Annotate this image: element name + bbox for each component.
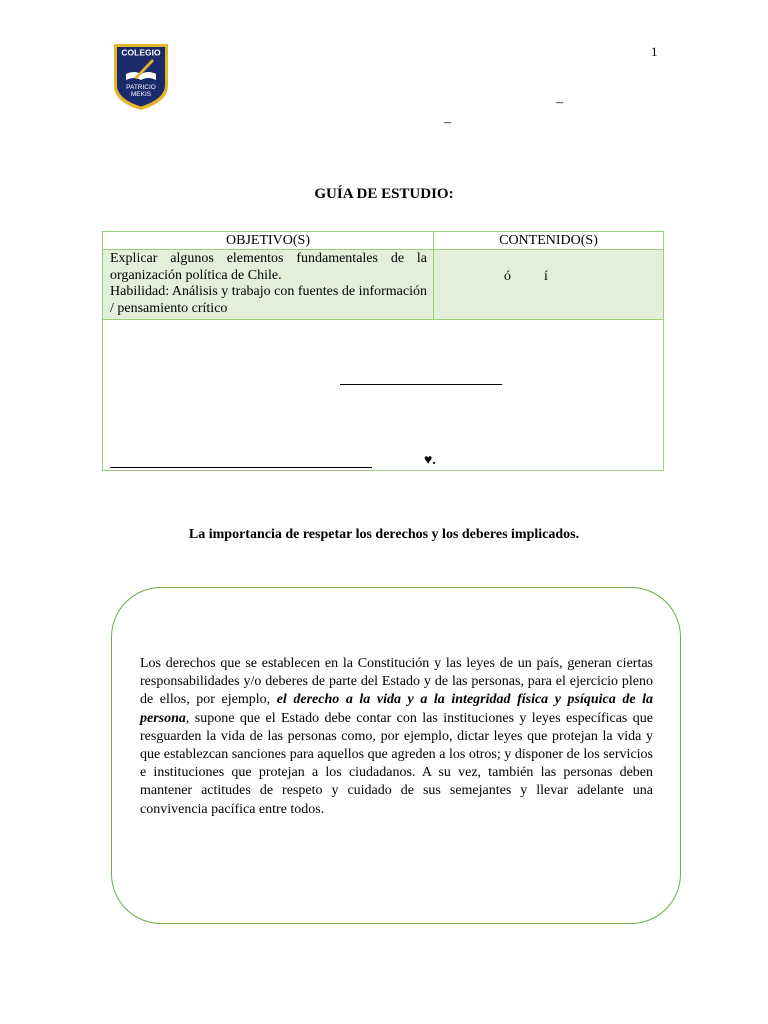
page-number: 1 xyxy=(651,44,658,59)
skill-text: Habilidad: Análisis y trabajo con fuentes de información / pensamiento crítico xyxy=(110,284,427,316)
guide-title: GUÍA DE ESTUDIO: xyxy=(314,186,454,202)
paragraph-emphasis: el derecho a la vida y a la integridad física y psíquica de la persona xyxy=(140,692,654,726)
instructions-cell xyxy=(103,320,663,470)
section-heading: La importancia de respetar los derechos y los deberes implicados. xyxy=(188,527,580,542)
header-dash: – xyxy=(556,95,563,110)
paragraph-part: , supone que el Estado debe contar con las instituciones y leyes específicas que resguarden la vida de las personas como, por ejemplo, dictar leyes que protejan la vida y que establezcan sanciones para aquellos que agreden a los otros; y disponer de los servicios e instituciones que protejan a los ciudadanos. A su vez, también las personas deben mantener actitudes de respeto y cuidado de sus semejantes y llevar adelante una convivencia pacífica entre todos. xyxy=(140,710,653,817)
content-char: ó xyxy=(504,269,511,284)
content-char: í xyxy=(544,269,548,284)
logo-text-patricio: PATRICIO xyxy=(126,84,156,91)
box-paragraph xyxy=(140,655,653,819)
blank-line xyxy=(110,467,372,468)
blank-line xyxy=(340,384,502,385)
text-box xyxy=(111,587,681,924)
objective-text: Explicar algunos elementos fundamentales de la organización política de Chile. xyxy=(110,251,427,283)
objectives-header: OBJETIVO(S) xyxy=(103,232,434,250)
logo-text-mekis: MEKIS xyxy=(130,91,152,98)
objectives-table xyxy=(102,231,664,471)
contents-header: CONTENIDO(S) xyxy=(434,232,663,250)
objectives-cell xyxy=(103,250,434,320)
contents-cell xyxy=(434,250,663,320)
school-logo xyxy=(112,42,170,112)
paragraph-part: Los derechos que se establecen en la Constitución y las leyes de un país, generan ciertas responsabilidades y/o deberes de parte del Estado y de las personas, para el ejercicio pleno de ellos, por ejemplo, xyxy=(140,656,653,708)
logo-text-colegio: COLEGIO xyxy=(121,47,161,58)
heart-icon: ♥. xyxy=(424,453,436,468)
header-dash: – xyxy=(444,115,451,130)
